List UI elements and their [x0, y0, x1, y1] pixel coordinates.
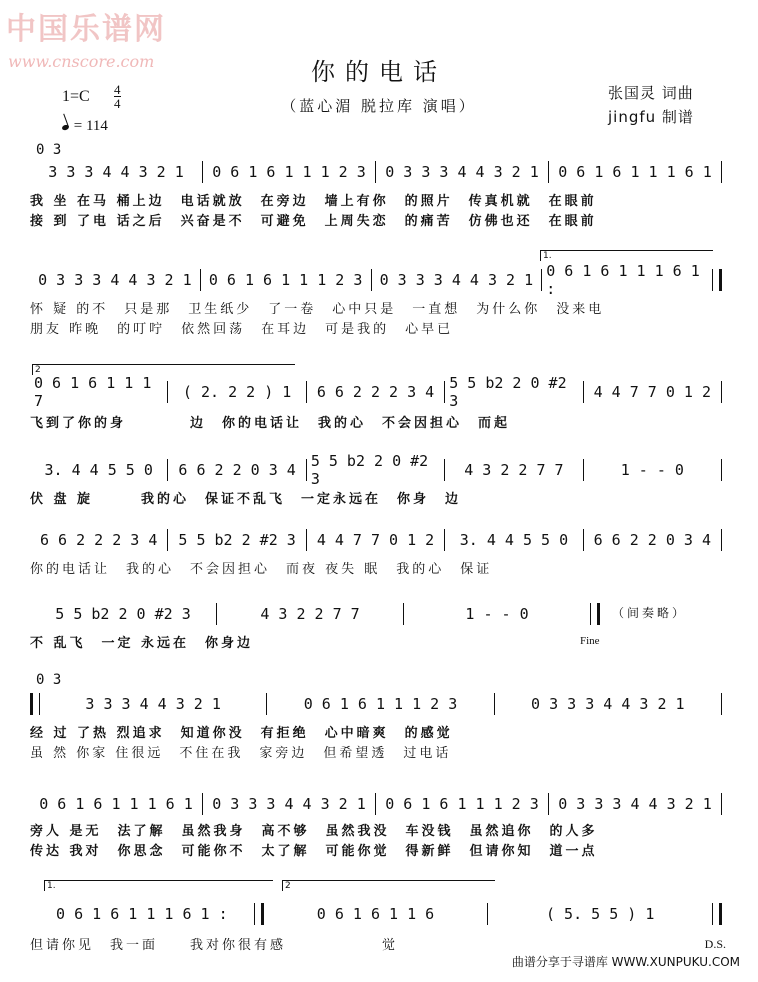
- measure: 0 3 3 3 4 4 3 2 1: [212, 795, 366, 813]
- quarter-note-icon: [61, 124, 69, 131]
- volta-2: 2: [282, 880, 495, 891]
- measure: 3 3 3 4 4 3 2 1: [85, 695, 221, 713]
- tempo-marking: [62, 118, 108, 135]
- measure: 0 6 1 6 1 1 1 6 1 :: [546, 262, 700, 298]
- lyrics-verse-1: 怀 疑 的不 只是那 卫生纸少 了一卷 心中只是 一直想 为什么你 没来电: [30, 302, 605, 317]
- tempo-value: = 114: [73, 118, 108, 134]
- pickup-notes: 0 3: [36, 142, 62, 158]
- measure: 0 6 1 6 1 1 1 2 3: [208, 271, 363, 289]
- watermark-logo: 中国乐谱网: [6, 12, 166, 47]
- lyrics-verse-2: 传达 我对 你思念 可能你不 太了解 可能你觉 得新鲜 但请你知 道一点: [30, 844, 598, 859]
- lyrics-verse-1: 经 过 了热 烈追求 知道你没 有拒绝 心中暗爽 的感觉: [30, 726, 453, 741]
- measure: ( 5. 5 5 ) 1: [545, 905, 655, 923]
- notes-line: [30, 262, 722, 298]
- notes-line: [30, 160, 722, 184]
- measure: 0 6 1 6 1 1 6: [316, 905, 435, 923]
- lyrics-verse-2: 朋友 昨晚 的叮咛 依然回荡 在耳边 可是我的 心早已: [30, 322, 454, 337]
- lyrics-verse-1: 不 乱飞 一定 永远在 你身边: [30, 636, 254, 651]
- measure: 0 6 1 6 1 1 1 7: [34, 374, 152, 410]
- time-signature: [114, 83, 121, 110]
- volta-2: 2: [32, 364, 295, 375]
- key-signature: 1=C: [62, 88, 90, 105]
- measure: 6 6 2 2 2 3 4: [40, 531, 158, 549]
- lyrics-verse-1: 你的电话让 我的心 不会因担心 而夜 夜失 眠 我的心 保证: [30, 562, 493, 577]
- measure: 0 6 1 6 1 1 1 6 1 :: [56, 905, 228, 923]
- measure: 4 4 7 7 0 1 2: [316, 531, 435, 549]
- measure: 3. 4 4 5 5 0: [459, 531, 569, 549]
- measure: 0 6 1 6 1 1 1 6 1: [39, 795, 193, 813]
- measure: 3 3 3 4 4 3 2 1: [48, 163, 184, 181]
- measure: 0 3 3 3 4 4 3 2 1: [379, 271, 534, 289]
- measure: 0 6 1 6 1 1 1 2 3: [385, 795, 539, 813]
- measure: 6 6 2 2 0 3 4: [178, 461, 296, 479]
- measure: 5 5 b2 2 0 #2 3: [310, 452, 429, 488]
- interlude-note: （间奏略）: [612, 606, 688, 620]
- song-title: 你的电话: [311, 58, 447, 86]
- lyrics-verse-2: 接 到 了电 话之后 兴奋是不 可避免 上周失恋 的痛苦 仿佛也还 在眼前: [30, 214, 597, 229]
- lyrics-verse-1: 伏 盘 旋 我的心 保证不乱飞 一定永远在 你身 边: [30, 492, 462, 507]
- measure: 6 6 2 2 2 3 4: [316, 383, 435, 401]
- measure: 1 - - 0: [465, 605, 529, 623]
- notes-line: [30, 374, 722, 410]
- lyrics-verse-1: 我 坐 在马 桶上边 电话就放 在旁边 墙上有你 的照片 传真机就 在眼前: [30, 194, 597, 209]
- measure: 4 3 2 2 7 7: [260, 605, 360, 623]
- ds-marking: D.S.: [704, 937, 726, 951]
- notes-line: [30, 528, 722, 552]
- measure: 0 6 1 6 1 1 1 2 3: [212, 163, 366, 181]
- notes-line: [30, 602, 600, 626]
- measure: 0 3 3 3 4 4 3 2 1: [531, 695, 685, 713]
- notes-line: [30, 452, 722, 488]
- measure: 5 5 b2 2 0 #2 3: [449, 374, 567, 410]
- notes-line: [30, 792, 722, 816]
- measure: 4 3 2 2 7 7: [464, 461, 564, 479]
- measure: 6 6 2 2 0 3 4: [593, 531, 712, 549]
- fine-marking: Fine: [580, 635, 600, 647]
- measure: 0 3 3 3 4 4 3 2 1: [385, 163, 539, 181]
- composer-credit: 张国灵 词曲: [608, 84, 694, 102]
- measure: 0 3 3 3 4 4 3 2 1: [558, 795, 712, 813]
- volta-1: 1.: [44, 880, 273, 891]
- singers: （蓝心湄 脱拉库 演唱）: [281, 97, 477, 115]
- pickup-notes: 0 3: [36, 672, 62, 688]
- notes-line: [30, 692, 722, 716]
- measure: 3. 4 4 5 5 0: [44, 461, 153, 479]
- notes-line: [30, 902, 722, 926]
- credit-footer: 曲谱分享于寻谱库 WWW.XUNPUKU.COM: [511, 955, 740, 969]
- measure: 0 6 1 6 1 1 1 6 1: [558, 163, 712, 181]
- watermark-url: www.cnscore.com: [8, 52, 155, 71]
- measure: 5 5 b2 2 0 #2 3: [55, 605, 191, 623]
- lyrics-verse-2: 虽 然 你家 住很远 不住在我 家旁边 但希望透 过电话: [30, 746, 452, 761]
- lyrics-verse-1: 但请你见 我一面 我对你很有感 觉: [30, 938, 399, 953]
- measure: 1 - - 0: [620, 461, 684, 479]
- volta-1: 1.: [540, 250, 713, 261]
- measure: 4 4 7 7 0 1 2: [593, 383, 712, 401]
- time-sig-bottom: 4: [114, 96, 121, 111]
- lyrics-verse-1: 旁人 是无 法了解 虽然我身 高不够 虽然我没 车没钱 虽然追你 的人多: [30, 824, 598, 839]
- lyrics-verse-1: 飞到了你的身 边 你的电话让 我的心 不会因担心 而起: [30, 416, 511, 431]
- transcriber-credit: jingfu 制谱: [608, 108, 694, 126]
- measure: 0 3 3 3 4 4 3 2 1: [38, 271, 192, 289]
- measure: 5 5 b2 2 #2 3: [178, 531, 296, 549]
- measure: ( 2. 2 2 ) 1: [182, 383, 292, 401]
- time-sig-top: 4: [114, 82, 121, 97]
- measure: 0 6 1 6 1 1 1 2 3: [303, 695, 458, 713]
